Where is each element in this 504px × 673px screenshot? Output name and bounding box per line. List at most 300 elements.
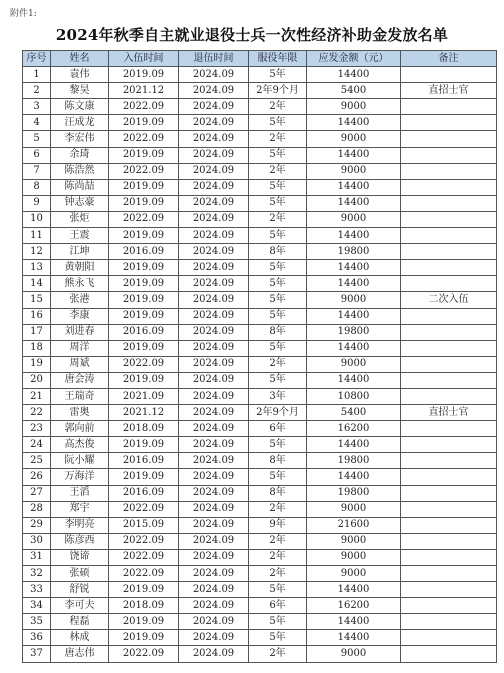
cell-enlist-date: 2019.09 [109, 276, 179, 292]
cell-remark: 直招士官 [401, 83, 497, 99]
header-service-years: 服役年限 [249, 51, 307, 67]
cell-service-years: 5年 [249, 340, 307, 356]
table-row [23, 211, 497, 227]
cell-enlist-date: 2016.09 [109, 244, 179, 260]
cell-amount: 14400 [307, 469, 401, 485]
cell-remark [401, 630, 497, 646]
cell-discharge-date: 2024.09 [179, 260, 249, 276]
cell-service-years: 2年 [249, 211, 307, 227]
cell-amount: 14400 [307, 67, 401, 83]
cell-amount: 21600 [307, 517, 401, 533]
cell-remark [401, 437, 497, 453]
cell-amount: 14400 [307, 614, 401, 630]
cell-amount: 14400 [307, 195, 401, 211]
cell-remark [401, 228, 497, 244]
cell-remark [401, 260, 497, 276]
header-name: 姓名 [51, 51, 109, 67]
cell-discharge-date: 2024.09 [179, 276, 249, 292]
cell-service-years: 6年 [249, 598, 307, 614]
cell-discharge-date: 2024.09 [179, 646, 249, 662]
cell-index: 8 [23, 179, 51, 195]
cell-enlist-date: 2019.09 [109, 469, 179, 485]
cell-amount: 9000 [307, 533, 401, 549]
cell-index: 17 [23, 324, 51, 340]
cell-service-years: 5年 [249, 228, 307, 244]
cell-index: 23 [23, 421, 51, 437]
header-remark: 备注 [401, 51, 497, 67]
cell-enlist-date: 2021.09 [109, 388, 179, 404]
cell-service-years: 2年 [249, 566, 307, 582]
cell-remark [401, 179, 497, 195]
cell-amount: 19800 [307, 324, 401, 340]
cell-service-years: 8年 [249, 244, 307, 260]
cell-amount: 9000 [307, 292, 401, 308]
cell-discharge-date: 2024.09 [179, 421, 249, 437]
cell-amount: 16200 [307, 421, 401, 437]
cell-amount: 19800 [307, 453, 401, 469]
cell-service-years: 2年 [249, 549, 307, 565]
table-row [23, 195, 497, 211]
cell-index: 13 [23, 260, 51, 276]
cell-discharge-date: 2024.09 [179, 533, 249, 549]
cell-discharge-date: 2024.09 [179, 147, 249, 163]
cell-service-years: 5年 [249, 372, 307, 388]
cell-discharge-date: 2024.09 [179, 582, 249, 598]
cell-discharge-date: 2024.09 [179, 469, 249, 485]
cell-enlist-date: 2019.09 [109, 260, 179, 276]
cell-remark [401, 388, 497, 404]
cell-enlist-date: 2019.09 [109, 115, 179, 131]
table-row [23, 501, 497, 517]
cell-index: 12 [23, 244, 51, 260]
cell-index: 28 [23, 501, 51, 517]
cell-amount: 5400 [307, 405, 401, 421]
cell-enlist-date: 2016.09 [109, 485, 179, 501]
cell-remark: 二次入伍 [401, 292, 497, 308]
cell-name: 袁伟 [51, 67, 109, 83]
cell-index: 24 [23, 437, 51, 453]
cell-index: 33 [23, 582, 51, 598]
cell-service-years: 5年 [249, 67, 307, 83]
cell-name: 张港 [51, 292, 109, 308]
cell-discharge-date: 2024.09 [179, 179, 249, 195]
cell-amount: 14400 [307, 372, 401, 388]
table-row [23, 163, 497, 179]
cell-name: 陈彦西 [51, 533, 109, 549]
cell-index: 2 [23, 83, 51, 99]
cell-remark [401, 308, 497, 324]
cell-amount: 9000 [307, 549, 401, 565]
cell-index: 1 [23, 67, 51, 83]
table-row [23, 356, 497, 372]
cell-enlist-date: 2019.09 [109, 308, 179, 324]
cell-service-years: 3年 [249, 388, 307, 404]
cell-amount: 14400 [307, 308, 401, 324]
cell-remark [401, 356, 497, 372]
cell-name: 李宏伟 [51, 131, 109, 147]
cell-index: 10 [23, 211, 51, 227]
cell-enlist-date: 2019.09 [109, 630, 179, 646]
cell-service-years: 5年 [249, 195, 307, 211]
cell-name: 郑宇 [51, 501, 109, 517]
cell-service-years: 8年 [249, 453, 307, 469]
cell-discharge-date: 2024.09 [179, 163, 249, 179]
cell-enlist-date: 2022.09 [109, 163, 179, 179]
header-amount: 应发金额（元） [307, 51, 401, 67]
cell-service-years: 5年 [249, 437, 307, 453]
table-row [23, 244, 497, 260]
cell-discharge-date: 2024.09 [179, 67, 249, 83]
cell-amount: 10800 [307, 388, 401, 404]
table-header-row [23, 51, 497, 67]
cell-enlist-date: 2022.09 [109, 566, 179, 582]
cell-discharge-date: 2024.09 [179, 340, 249, 356]
cell-service-years: 8年 [249, 485, 307, 501]
table-row [23, 83, 497, 99]
cell-discharge-date: 2024.09 [179, 549, 249, 565]
cell-remark [401, 517, 497, 533]
table-row [23, 405, 497, 421]
cell-amount: 9000 [307, 131, 401, 147]
cell-discharge-date: 2024.09 [179, 308, 249, 324]
cell-index: 4 [23, 115, 51, 131]
cell-amount: 14400 [307, 630, 401, 646]
cell-remark [401, 453, 497, 469]
cell-discharge-date: 2024.09 [179, 99, 249, 115]
cell-service-years: 5年 [249, 292, 307, 308]
cell-enlist-date: 2019.09 [109, 614, 179, 630]
cell-service-years: 2年 [249, 501, 307, 517]
cell-name: 周洋 [51, 340, 109, 356]
cell-amount: 14400 [307, 179, 401, 195]
cell-discharge-date: 2024.09 [179, 614, 249, 630]
cell-service-years: 2年 [249, 356, 307, 372]
cell-service-years: 5年 [249, 630, 307, 646]
cell-enlist-date: 2019.09 [109, 195, 179, 211]
cell-remark [401, 646, 497, 662]
attachment-label: 附件1: [10, 9, 37, 19]
cell-remark [401, 195, 497, 211]
table-row [23, 99, 497, 115]
cell-amount: 14400 [307, 115, 401, 131]
cell-enlist-date: 2019.09 [109, 582, 179, 598]
table-row [23, 115, 497, 131]
cell-remark [401, 372, 497, 388]
table-row [23, 372, 497, 388]
cell-name: 陈浩然 [51, 163, 109, 179]
cell-service-years: 5年 [249, 276, 307, 292]
cell-enlist-date: 2022.09 [109, 356, 179, 372]
table-row [23, 582, 497, 598]
cell-discharge-date: 2024.09 [179, 324, 249, 340]
cell-remark [401, 131, 497, 147]
cell-amount: 5400 [307, 83, 401, 99]
cell-enlist-date: 2022.09 [109, 211, 179, 227]
cell-discharge-date: 2024.09 [179, 115, 249, 131]
table-row [23, 469, 497, 485]
cell-enlist-date: 2019.09 [109, 147, 179, 163]
cell-amount: 14400 [307, 340, 401, 356]
cell-service-years: 2年 [249, 131, 307, 147]
cell-service-years: 2年 [249, 533, 307, 549]
cell-service-years: 5年 [249, 260, 307, 276]
cell-remark [401, 501, 497, 517]
cell-name: 汪成龙 [51, 115, 109, 131]
cell-index: 7 [23, 163, 51, 179]
cell-discharge-date: 2024.09 [179, 195, 249, 211]
cell-enlist-date: 2015.09 [109, 517, 179, 533]
cell-remark [401, 566, 497, 582]
cell-name: 唐志伟 [51, 646, 109, 662]
cell-service-years: 5年 [249, 469, 307, 485]
cell-service-years: 8年 [249, 324, 307, 340]
cell-discharge-date: 2024.09 [179, 131, 249, 147]
cell-enlist-date: 2016.09 [109, 324, 179, 340]
cell-enlist-date: 2019.09 [109, 292, 179, 308]
cell-amount: 9000 [307, 99, 401, 115]
cell-service-years: 5年 [249, 179, 307, 195]
cell-enlist-date: 2022.09 [109, 99, 179, 115]
cell-name: 熊永飞 [51, 276, 109, 292]
cell-service-years: 5年 [249, 115, 307, 131]
cell-enlist-date: 2022.09 [109, 533, 179, 549]
table-row [23, 260, 497, 276]
table-row [23, 485, 497, 501]
header-index: 序号 [23, 51, 51, 67]
header-discharge-date: 退伍时间 [179, 51, 249, 67]
table-row [23, 131, 497, 147]
cell-service-years: 5年 [249, 147, 307, 163]
table-row [23, 147, 497, 163]
cell-index: 37 [23, 646, 51, 662]
cell-amount: 16200 [307, 598, 401, 614]
cell-remark [401, 549, 497, 565]
cell-index: 34 [23, 598, 51, 614]
cell-discharge-date: 2024.09 [179, 598, 249, 614]
cell-amount: 9000 [307, 566, 401, 582]
cell-discharge-date: 2024.09 [179, 211, 249, 227]
table-row [23, 533, 497, 549]
cell-remark [401, 469, 497, 485]
cell-enlist-date: 2019.09 [109, 372, 179, 388]
cell-enlist-date: 2022.09 [109, 549, 179, 565]
cell-name: 雷奥 [51, 405, 109, 421]
cell-name: 李明亮 [51, 517, 109, 533]
cell-name: 余琦 [51, 147, 109, 163]
cell-discharge-date: 2024.09 [179, 453, 249, 469]
cell-name: 舒锐 [51, 582, 109, 598]
table-row [23, 566, 497, 582]
cell-name: 钟志豪 [51, 195, 109, 211]
cell-remark [401, 67, 497, 83]
cell-name: 周斌 [51, 356, 109, 372]
cell-discharge-date: 2024.09 [179, 356, 249, 372]
cell-name: 陈尚喆 [51, 179, 109, 195]
table-row [23, 549, 497, 565]
cell-index: 35 [23, 614, 51, 630]
table-row [23, 324, 497, 340]
table-row [23, 292, 497, 308]
cell-discharge-date: 2024.09 [179, 244, 249, 260]
cell-amount: 14400 [307, 582, 401, 598]
cell-remark [401, 614, 497, 630]
cell-index: 31 [23, 549, 51, 565]
cell-index: 32 [23, 566, 51, 582]
cell-remark [401, 99, 497, 115]
cell-remark [401, 324, 497, 340]
cell-service-years: 2年 [249, 99, 307, 115]
cell-remark [401, 598, 497, 614]
cell-discharge-date: 2024.09 [179, 292, 249, 308]
cell-index: 36 [23, 630, 51, 646]
cell-index: 11 [23, 228, 51, 244]
cell-amount: 14400 [307, 437, 401, 453]
cell-name: 张硕 [51, 566, 109, 582]
cell-amount: 9000 [307, 356, 401, 372]
cell-enlist-date: 2022.09 [109, 646, 179, 662]
cell-remark: 直招士官 [401, 405, 497, 421]
cell-remark [401, 533, 497, 549]
table-row [23, 388, 497, 404]
cell-name: 陈文康 [51, 99, 109, 115]
cell-index: 6 [23, 147, 51, 163]
cell-name: 江坤 [51, 244, 109, 260]
cell-amount: 9000 [307, 163, 401, 179]
cell-name: 刘进春 [51, 324, 109, 340]
cell-remark [401, 421, 497, 437]
cell-name: 王瑞奇 [51, 388, 109, 404]
cell-discharge-date: 2024.09 [179, 485, 249, 501]
cell-discharge-date: 2024.09 [179, 630, 249, 646]
cell-name: 黎昊 [51, 83, 109, 99]
cell-enlist-date: 2019.09 [109, 228, 179, 244]
cell-remark [401, 485, 497, 501]
cell-name: 李康 [51, 308, 109, 324]
cell-name: 王滔 [51, 485, 109, 501]
table-row [23, 598, 497, 614]
table-row [23, 228, 497, 244]
table-row [23, 517, 497, 533]
cell-index: 20 [23, 372, 51, 388]
cell-index: 27 [23, 485, 51, 501]
cell-index: 3 [23, 99, 51, 115]
table-row [23, 340, 497, 356]
cell-name: 王震 [51, 228, 109, 244]
cell-amount: 19800 [307, 244, 401, 260]
table-row [23, 67, 497, 83]
cell-remark [401, 276, 497, 292]
cell-index: 19 [23, 356, 51, 372]
cell-enlist-date: 2021.12 [109, 83, 179, 99]
cell-service-years: 2年9个月 [249, 83, 307, 99]
cell-enlist-date: 2019.09 [109, 340, 179, 356]
cell-discharge-date: 2024.09 [179, 405, 249, 421]
cell-name: 万海洋 [51, 469, 109, 485]
cell-index: 14 [23, 276, 51, 292]
cell-enlist-date: 2019.09 [109, 67, 179, 83]
cell-name: 黄朝阳 [51, 260, 109, 276]
cell-service-years: 2年 [249, 646, 307, 662]
table-row [23, 437, 497, 453]
page-title: 2024年秋季自主就业退役士兵一次性经济补助金发放名单 [55, 26, 449, 44]
cell-enlist-date: 2022.09 [109, 501, 179, 517]
cell-index: 29 [23, 517, 51, 533]
cell-remark [401, 163, 497, 179]
cell-index: 9 [23, 195, 51, 211]
cell-index: 21 [23, 388, 51, 404]
cell-enlist-date: 2019.09 [109, 179, 179, 195]
table-row [23, 276, 497, 292]
cell-index: 25 [23, 453, 51, 469]
cell-amount: 14400 [307, 147, 401, 163]
cell-name: 张炬 [51, 211, 109, 227]
table-row [23, 453, 497, 469]
cell-index: 15 [23, 292, 51, 308]
cell-enlist-date: 2016.09 [109, 453, 179, 469]
cell-remark [401, 244, 497, 260]
cell-service-years: 5年 [249, 582, 307, 598]
cell-discharge-date: 2024.09 [179, 566, 249, 582]
cell-name: 高杰俊 [51, 437, 109, 453]
table-row [23, 308, 497, 324]
cell-index: 22 [23, 405, 51, 421]
cell-index: 26 [23, 469, 51, 485]
cell-discharge-date: 2024.09 [179, 501, 249, 517]
cell-remark [401, 147, 497, 163]
cell-enlist-date: 2018.09 [109, 598, 179, 614]
cell-enlist-date: 2018.09 [109, 421, 179, 437]
cell-name: 李可夫 [51, 598, 109, 614]
cell-enlist-date: 2022.09 [109, 131, 179, 147]
cell-service-years: 5年 [249, 308, 307, 324]
table-row [23, 646, 497, 662]
cell-name: 饶谛 [51, 549, 109, 565]
cell-index: 5 [23, 131, 51, 147]
cell-amount: 14400 [307, 228, 401, 244]
table-row [23, 630, 497, 646]
cell-remark [401, 582, 497, 598]
table-row [23, 179, 497, 195]
cell-discharge-date: 2024.09 [179, 437, 249, 453]
cell-remark [401, 115, 497, 131]
cell-name: 郭向前 [51, 421, 109, 437]
cell-discharge-date: 2024.09 [179, 388, 249, 404]
cell-service-years: 9年 [249, 517, 307, 533]
cell-index: 18 [23, 340, 51, 356]
cell-discharge-date: 2024.09 [179, 517, 249, 533]
cell-service-years: 2年 [249, 163, 307, 179]
subsidy-table [22, 50, 497, 663]
table-row [23, 421, 497, 437]
cell-service-years: 5年 [249, 614, 307, 630]
cell-name: 林成 [51, 630, 109, 646]
cell-name: 唐会涛 [51, 372, 109, 388]
cell-service-years: 2年9个月 [249, 405, 307, 421]
cell-remark [401, 211, 497, 227]
cell-amount: 9000 [307, 501, 401, 517]
table-row [23, 614, 497, 630]
cell-discharge-date: 2024.09 [179, 372, 249, 388]
cell-discharge-date: 2024.09 [179, 83, 249, 99]
cell-service-years: 6年 [249, 421, 307, 437]
cell-index: 30 [23, 533, 51, 549]
cell-enlist-date: 2021.12 [109, 405, 179, 421]
cell-amount: 9000 [307, 211, 401, 227]
cell-amount: 9000 [307, 646, 401, 662]
cell-amount: 14400 [307, 276, 401, 292]
cell-name: 阮小耀 [51, 453, 109, 469]
cell-amount: 19800 [307, 485, 401, 501]
